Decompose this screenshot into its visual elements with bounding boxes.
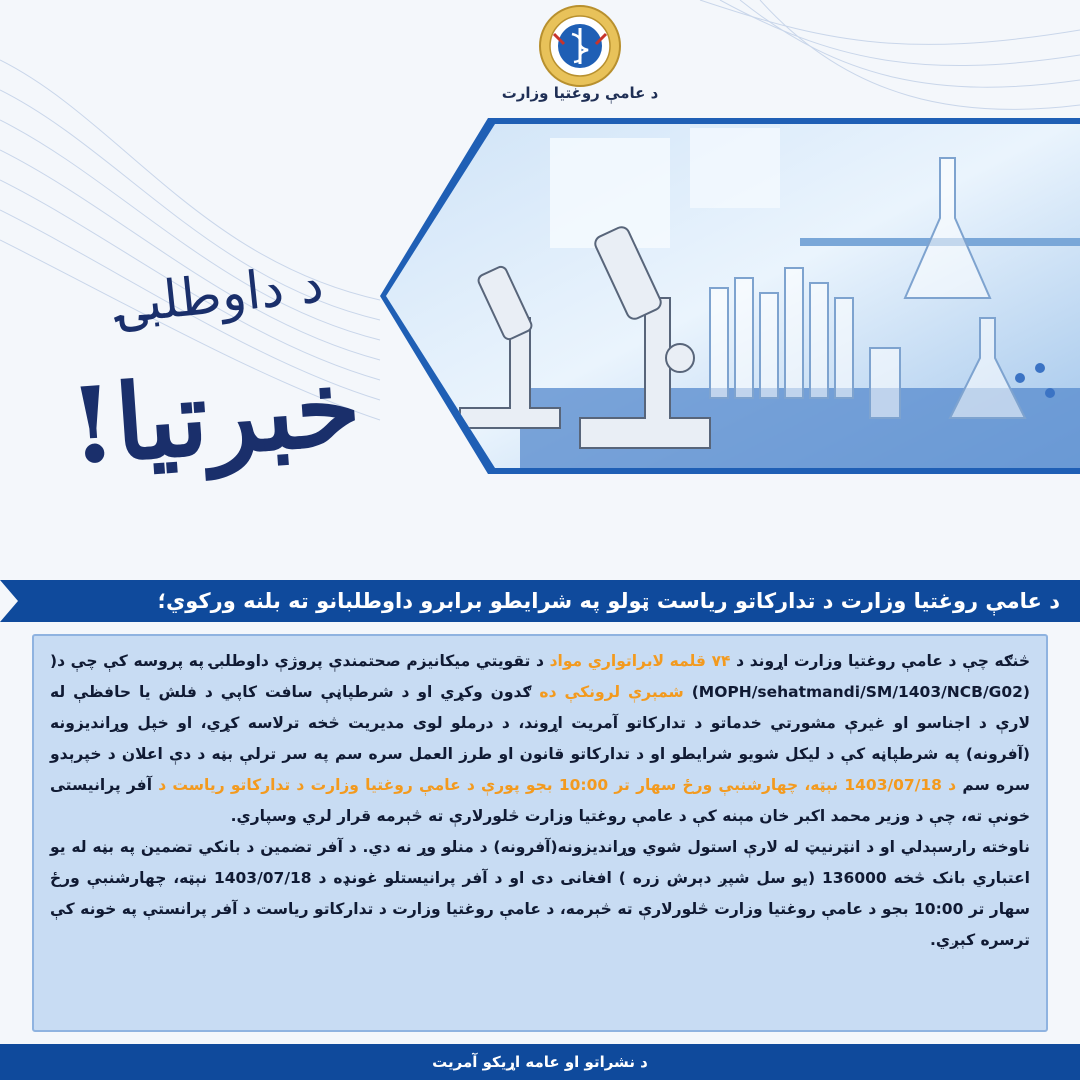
- footer-text: د نشراتو او عامه اړيکو آمريت: [432, 1053, 648, 1071]
- body-p1-part-b: د تقويتي ميکانيزم صحتمندې پروژې داوطلبۍ په پروسه کې چې د( (MOPH/sehatmandi/SM/1403/NCB/G02): [50, 652, 1030, 701]
- body-p1-part-a: څنګه چې د عامې روغتيا وزارت اړوند د: [730, 652, 1030, 670]
- ministry-emblem-icon: [538, 4, 622, 88]
- headline-arrow-tip: [0, 580, 18, 622]
- body-p2: ناوخته رارسېدلي او د انټرنيټ له لارې استول شوي وړانديزونه(آفرونه) د منلو وړ نه دي. د آفر تضمين د بانکي تضمين په بڼه له يو اعتباري بانک څخه 136000 (يو سل شپږ دېرش زره ) افغانی دی او د آفر پرانيستلو غونډه د 1403/07/18 نېټه، چهارشنبې ورځ سهار تر 10:00 بجو د عامې روغتيا وزارت څلورلارې ته څېرمه، د عامې روغتيا وزارت د تدارکاتو رياست د آفر پرانستې په خونه کې ترسره کېږي.: [50, 838, 1030, 949]
- footer-band: [0, 1044, 1080, 1080]
- laboratory-microscope-image: [380, 118, 1080, 474]
- title-line-2: خبرتیا!: [65, 345, 365, 488]
- body-p1-part-d: آفر پرانيستی خونې ته، چې د وزير محمد اکبر خان مېنه کې د عامې روغتيا وزارت څلورلارې ته څېرمه قرار لري وسپاري.: [50, 776, 1030, 825]
- title-line-1: د داوطلبۍ: [113, 254, 327, 336]
- body-highlight-items: ۷۴ قلمه لابراتواري مواد: [549, 652, 731, 670]
- body-highlight-number: شمېرې لرونکې ده: [539, 683, 684, 701]
- body-p1-part-c: ګدون وکړي او د شرطپاڼې سافت کاپي د فلش يا حافظې له لارې د اجناسو او غيرې مشورتي خدماتو د تدارکاتو آمريت اړوند، د درملو لوی مديريت څخه ترلاسه کړي، او خپل وړانديزونه (آفرونه) په شرطپاڼه کې د ليکل شويو شرايطو او د تدارکاتو قانون او طرز العمل سره سم په سر ترلې بڼه د دې اعلان د خپرېدو سره سم: [50, 683, 1030, 794]
- headline-band: د عامې روغتيا وزارت د تدارکاتو رياست ټولو په شرايطو برابرو داوطلبانو ته بلنه ورکوي؛: [0, 580, 1080, 622]
- ministry-name: د عامې روغتيا وزارت: [501, 84, 659, 102]
- body-text: [50, 646, 1030, 1026]
- body-highlight-deadline: د 1403/07/18 نېټه، چهارشنبې ورځ سهار تر 10:00 بجو پورې د عامې روغتيا وزارت د تدارکاتو رياست د: [158, 776, 957, 794]
